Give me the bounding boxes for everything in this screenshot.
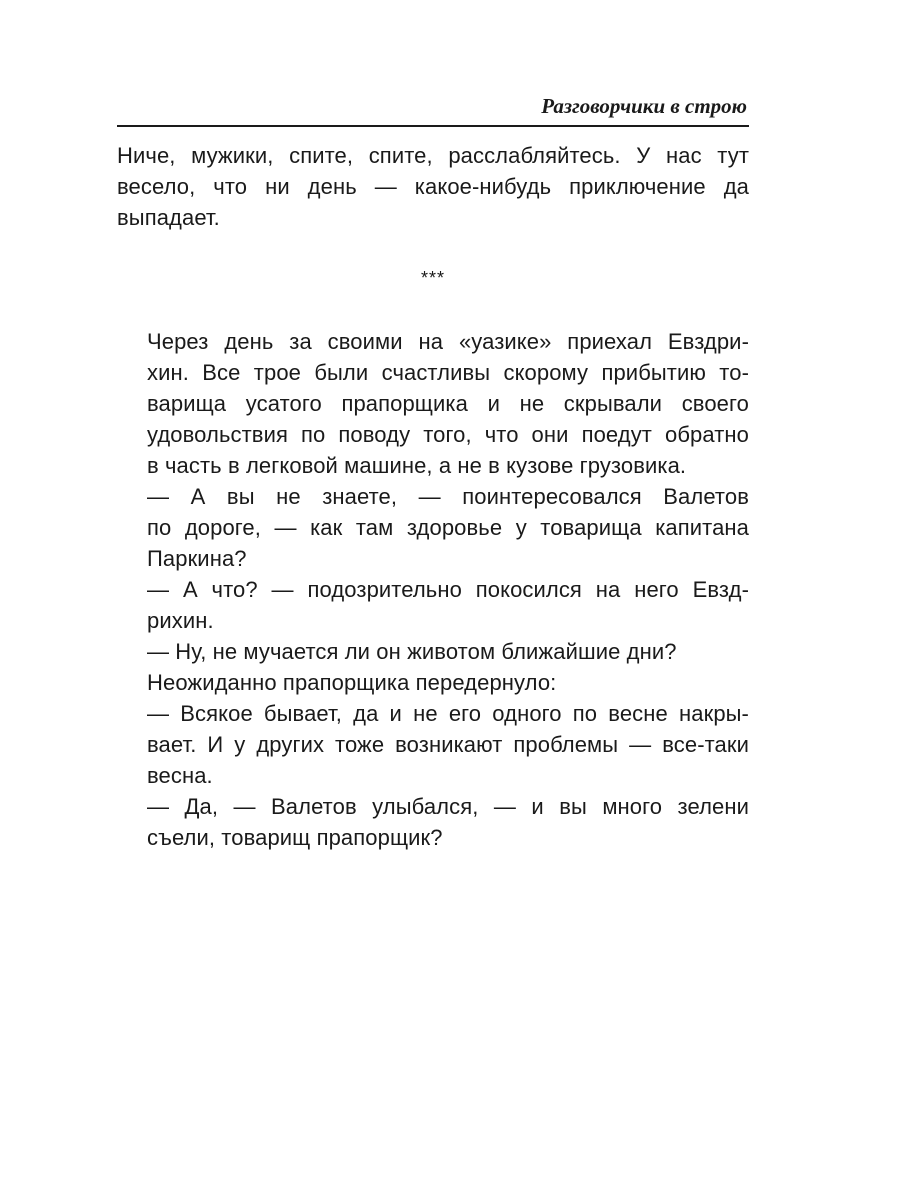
dialogue-paragraph <box>117 574 749 636</box>
dialogue-paragraph <box>117 636 749 667</box>
text-line: вает. И у других тоже возникают проблемы — все-таки <box>147 732 749 757</box>
header-rule <box>117 125 749 127</box>
text-line: удовольствия по поводу того, что они поедут обратно <box>147 422 749 447</box>
text-line: варища усатого прапорщика и не скрывали своего <box>147 391 749 416</box>
text-line: Ниче, мужики, спите, спите, расслабляйтесь. У нас тут <box>117 143 749 168</box>
dialogue-paragraph <box>117 791 749 853</box>
text-line: — Ну, не мучается ли он животом ближайшие дни? <box>147 639 677 664</box>
running-header: Разговорчики в строю <box>541 94 747 118</box>
intro-paragraph <box>117 140 749 233</box>
book-page <box>117 92 749 853</box>
text-line: Через день за своими на «уазике» приехал Евздри- <box>147 329 749 354</box>
text-line: — Всякое бывает, да и не его одного по весне накры- <box>147 701 749 726</box>
text-line: Паркина? <box>147 546 247 571</box>
text-line: по дороге, — как там здоровье у товарища капитана <box>147 515 749 540</box>
text-line: — Да, — Валетов улыбался, — и вы много зелени <box>147 794 749 819</box>
section-separator: *** <box>420 268 445 288</box>
text-line: съели, товарищ прапорщик? <box>147 825 443 850</box>
dialogue-paragraph <box>117 698 749 791</box>
text-line: весело, что ни день — какое-нибудь приключение да <box>117 174 749 199</box>
text-line: — А вы не знаете, — поинтересовался Валетов <box>147 484 749 509</box>
text-line: — А что? — подозрительно покосился на него Евзд- <box>147 577 749 602</box>
text-line: хин. Все трое были счастливы скорому прибытию то- <box>147 360 749 385</box>
paragraph <box>117 326 749 481</box>
text-line: рихин. <box>147 608 214 633</box>
text-line: выпадает. <box>117 205 220 230</box>
text-line: Неожиданно прапорщика передернуло: <box>147 670 557 695</box>
text-line: весна. <box>147 763 213 788</box>
body-text <box>117 140 749 853</box>
text-line: в часть в легковой машине, а не в кузове грузовика. <box>147 453 687 478</box>
paragraph <box>117 667 749 698</box>
dialogue-paragraph <box>117 481 749 574</box>
